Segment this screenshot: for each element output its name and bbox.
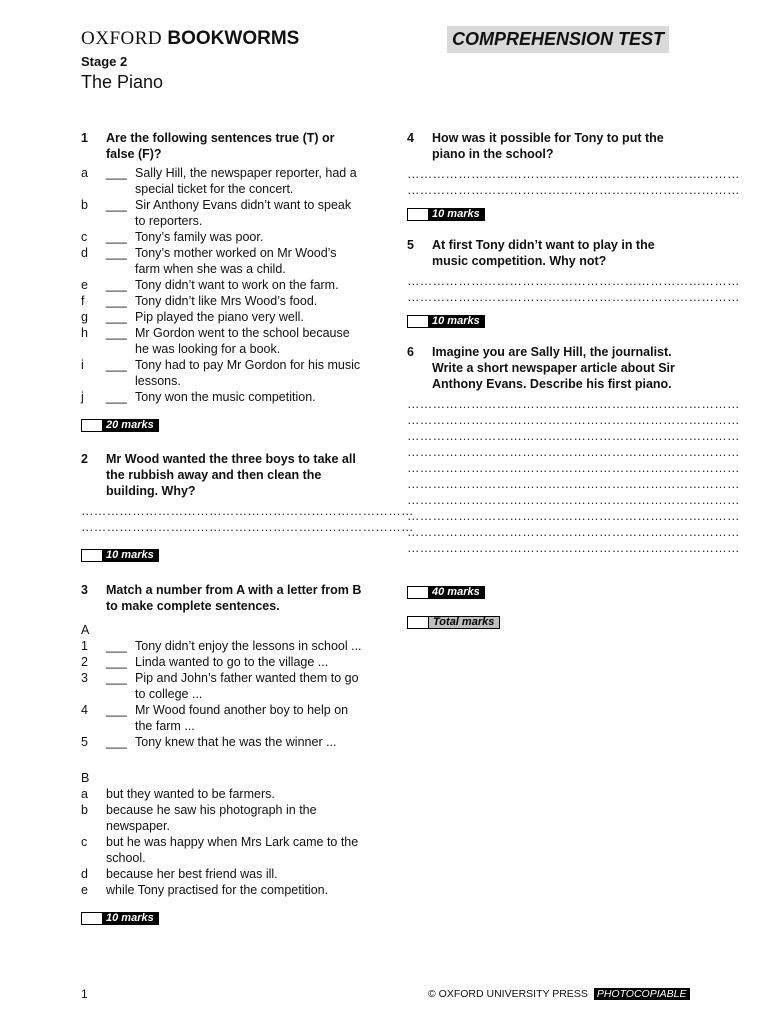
answer-blank[interactable]: ___ <box>106 326 127 340</box>
question-text: Are the following sentences true (T) or false (F)? <box>106 131 335 161</box>
list-item: i ___ Tony had to pay Mr Gordon for his music lessons. <box>81 358 361 388</box>
list-item: g ___ Pip played the piano very well. <box>81 310 304 324</box>
marks-label: 10 marks <box>102 912 159 925</box>
answer-line[interactable]: …………………………………………………………………… <box>407 461 740 475</box>
marks-box <box>81 419 363 432</box>
list-item: 4 ___ Mr Wood found another boy to help on the farm ... <box>81 703 349 733</box>
brand-logo <box>81 28 299 50</box>
test-title: COMPREHENSION TEST <box>447 26 669 53</box>
list-item: a ___ Sally Hill, the newspaper reporter, had a special ticket for the concert. <box>81 166 357 196</box>
marks-box <box>407 586 689 599</box>
section-b-label: B <box>81 771 90 785</box>
q3-b-items <box>81 786 363 898</box>
photocopiable-badge: PHOTOCOPIABLE <box>594 988 690 1000</box>
total-marks-box <box>407 616 689 629</box>
question-1 <box>81 130 363 162</box>
answer-blank[interactable]: ___ <box>106 310 127 324</box>
answer-line[interactable]: …………………………………………………………………… <box>407 525 740 539</box>
question-5 <box>407 237 689 269</box>
list-item: 3 ___ Pip and John’s father wanted them to go to college ... <box>81 671 359 701</box>
question-4 <box>407 130 689 162</box>
answer-blank[interactable]: ___ <box>106 639 127 653</box>
q3-a-items <box>81 638 363 750</box>
answer-blank[interactable]: ___ <box>106 230 127 244</box>
question-text: At first Tony didn’t want to play in the music competition. Why not? <box>432 238 655 268</box>
question-number: 3 <box>81 583 88 597</box>
question-number: 5 <box>407 238 414 252</box>
question-number: 4 <box>407 131 414 145</box>
list-item: h ___ Mr Gordon went to the school because he was looking for a book. <box>81 326 350 356</box>
question-3 <box>81 582 363 614</box>
answer-line[interactable]: …………………………………………………………………… <box>407 397 740 411</box>
answer-line[interactable]: …………………………………………………………………… <box>407 541 740 555</box>
list-item: e ___ Tony didn’t want to work on the farm. <box>81 278 339 292</box>
right-column <box>407 130 740 629</box>
answer-blank[interactable]: ___ <box>106 166 127 180</box>
list-item: b ___ Sir Anthony Evans didn’t want to speak to reporters. <box>81 198 352 228</box>
answer-blank[interactable]: ___ <box>106 671 127 685</box>
brand-bookworms: BOOKWORMS <box>167 28 300 49</box>
answer-blank[interactable]: ___ <box>106 294 127 308</box>
question-2 <box>81 451 363 499</box>
list-item: c but he was happy when Mrs Lark came to the school. <box>81 835 359 865</box>
answer-line[interactable]: …………………………………………………………………… <box>407 445 740 459</box>
question-number: 1 <box>81 131 88 145</box>
list-item: 1 ___ Tony didn’t enjoy the lessons in school ... <box>81 639 362 653</box>
answer-line[interactable]: …………………………………………………………………… <box>81 520 414 534</box>
answer-line[interactable]: …………………………………………………………………… <box>407 429 740 443</box>
brand-oxford: OXFORD <box>81 28 163 49</box>
marks-box <box>81 549 363 562</box>
footer-copyright <box>428 988 690 1000</box>
total-marks-label: Total marks <box>428 616 500 629</box>
list-item: b because he saw his photograph in the newspaper. <box>81 803 317 833</box>
question-number: 2 <box>81 452 88 466</box>
answer-blank[interactable]: ___ <box>106 703 127 717</box>
section-a-label: A <box>81 623 90 637</box>
marks-label: 10 marks <box>428 208 485 221</box>
answer-line[interactable]: …………………………………………………………………… <box>407 274 740 288</box>
marks-box <box>407 315 689 328</box>
list-item: f ___ Tony didn’t like Mrs Wood’s food. <box>81 294 318 308</box>
answer-line[interactable]: …………………………………………………………………… <box>407 413 740 427</box>
question-text: Mr Wood wanted the three boys to take all the rubbish away and then clean the building. Why? <box>106 452 356 498</box>
list-item: 5 ___ Tony knew that he was the winner ... <box>81 735 337 749</box>
answer-blank[interactable]: ___ <box>106 246 127 260</box>
book-title: The Piano <box>81 72 164 92</box>
question-number: 6 <box>407 345 414 359</box>
answer-line[interactable]: …………………………………………………………………… <box>407 509 740 523</box>
marks-entry-box[interactable] <box>407 315 428 328</box>
stage-label: Stage 2 <box>81 54 128 69</box>
marks-label: 20 marks <box>102 419 159 432</box>
question-text: Imagine you are Sally Hill, the journalist. Write a short newspaper article about Sir Anthony Evans. Describe his first piano. <box>432 345 675 391</box>
answer-blank[interactable]: ___ <box>106 358 127 372</box>
list-item: d ___ Tony’s mother worked on Mr Wood’s farm when she was a child. <box>81 246 337 276</box>
list-item: a but they wanted to be farmers. <box>81 787 275 801</box>
list-item: d because her best friend was ill. <box>81 867 278 881</box>
list-item: c ___ Tony’s family was poor. <box>81 230 264 244</box>
answer-line[interactable]: …………………………………………………………………… <box>407 167 740 181</box>
answer-line[interactable]: …………………………………………………………………… <box>407 290 740 304</box>
marks-label: 10 marks <box>428 315 485 328</box>
answer-blank[interactable]: ___ <box>106 655 127 669</box>
marks-label: 10 marks <box>102 549 159 562</box>
marks-label: 40 marks <box>428 586 485 599</box>
answer-blank[interactable]: ___ <box>106 278 127 292</box>
answer-line[interactable]: …………………………………………………………………… <box>407 477 740 491</box>
answer-line[interactable]: …………………………………………………………………… <box>407 183 740 197</box>
marks-entry-box[interactable] <box>407 616 428 629</box>
answer-blank[interactable]: ___ <box>106 198 127 212</box>
copyright-text: © OXFORD UNIVERSITY PRESS <box>428 988 588 1000</box>
answer-blank[interactable]: ___ <box>106 735 127 749</box>
marks-entry-box[interactable] <box>81 419 102 432</box>
marks-box <box>81 912 363 925</box>
answer-line[interactable]: …………………………………………………………………… <box>407 493 740 507</box>
answer-blank[interactable]: ___ <box>106 390 127 404</box>
list-item: 2 ___ Linda wanted to go to the village ... <box>81 655 329 669</box>
marks-box <box>407 208 689 221</box>
question-6 <box>407 344 689 392</box>
page-number: 1 <box>81 987 88 1001</box>
q1-items <box>81 165 363 405</box>
marks-entry-box[interactable] <box>407 586 428 599</box>
left-column <box>81 130 414 925</box>
list-item: j ___ Tony won the music competition. <box>81 390 316 404</box>
question-text: How was it possible for Tony to put the piano in the school? <box>432 131 664 161</box>
answer-line[interactable]: …………………………………………………………………… <box>81 504 414 518</box>
list-item: e while Tony practised for the competition. <box>81 883 329 897</box>
marks-entry-box[interactable] <box>407 208 428 221</box>
question-text: Match a number from A with a letter from B to make complete sentences. <box>106 583 362 613</box>
marks-entry-box[interactable] <box>81 912 102 925</box>
marks-entry-box[interactable] <box>81 549 102 562</box>
